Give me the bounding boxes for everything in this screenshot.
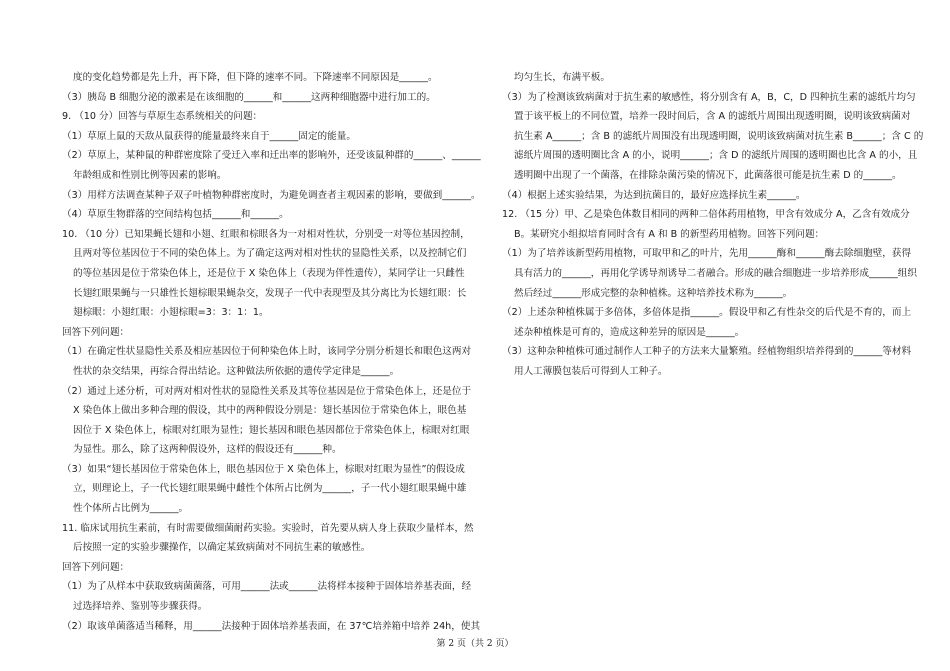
text-line: 过选择培养、鉴别等步骤获得。: [73, 601, 208, 613]
text-line: （1）草原上鼠的天敌从鼠获得的能量最终来自于______固定的能量。: [62, 130, 356, 142]
text-line: 用人工薄膜包装后可得到人工种子。: [514, 365, 668, 377]
text-line: （3）为了检测该致病菌对于抗生素的敏感性，将分别含有 A，B，C，D 四种抗生素的滤纸片均匀: [502, 91, 916, 103]
text-line: 置于该平板上的不同位置，培养一段时间后，含 A 的滤纸片周围出现透明圈，说明该致病菌对: [514, 111, 911, 123]
text-line: （4）草原生物群落的空间结构包括______和______。: [62, 209, 289, 221]
text-line: 9. （10 分）回答与草原生态系统相关的问题：: [62, 111, 263, 123]
text-line: （3）用样方法调查某种子双子叶植物种群密度时，为避免调查者主观因素的影响，要做到______。: [62, 189, 481, 201]
text-line: 年龄组成和性别比例等因素的影响。: [73, 169, 227, 181]
text-line: 具有活力的______，再用化学诱导剂诱导二者融合。形成的融合细胞进一步培养形成______组织: [514, 267, 917, 279]
text-line: 抗生素 A______；含 B 的滤纸片周围没有出现透明圈，说明该致病菌对抗生素 B______；含 C 的: [514, 130, 924, 142]
text-line: 滤纸片周围的透明圈比含 A 的小，说明______；含 D 的滤纸片周围的透明圈也比含 A 的小，且: [514, 150, 918, 162]
right-column: [502, 68, 928, 382]
page-footer: 第 2 页（共 2 页）: [436, 639, 514, 649]
text-line: 11. 临床试用抗生素前，有时需要做细菌耐药实验。实验时，首先要从病人身上获取少量样本，然: [62, 522, 474, 534]
text-line: 后按照一定的实验步骤操作，以确定某致病菌对不同抗生素的敏感性。: [73, 542, 371, 554]
text-line: 10. （10 分）已知果蝇长翅和小翅、红眼和棕眼各为一对相对性状，分别受一对等位基因控制，: [62, 228, 470, 240]
text-line: 且两对等位基因位于不同的染色体上。为了确定这两对相对性状的显隐性关系，以及控制它们: [73, 248, 467, 260]
text-line: 12. （15 分）甲、乙是染色体数目相同的两种二倍体药用植物，甲含有效成分 A，乙含有效成分: [502, 209, 910, 221]
text-line: 翅棕眼：小翅红眼：小翅棕眼=3：3：1：1。: [73, 307, 269, 319]
text-line: （2）草原上，某种鼠的种群密度除了受迁入率和迁出率的影响外，还受该鼠种群的______、______: [62, 150, 481, 162]
text-line: （1）为了从样本中获取致病菌菌落，可用______法或______法将样本接种于固体培养基表面，经: [62, 581, 472, 593]
text-line: 透明圈中出现了一个菌落，在排除杂菌污染的情况下，此菌落很可能是抗生素 D 的______。: [514, 169, 902, 181]
text-line: （4）根据上述实验结果，为达到抗菌目的，最好应选择抗生素______。: [502, 189, 806, 201]
left-column: [62, 68, 482, 636]
text-line: （2）上述杂种植株属于多倍体，多倍体是指______。假设甲和乙有性杂交的后代是不育的，而上: [502, 307, 912, 319]
text-line: X 染色体上做出多种合理的假设，其中的两种假设分别是：翅长基因位于常染色体上，眼色基: [73, 405, 467, 417]
text-line: 然后经过______形成完整的杂种植株。这种培养技术称为______。: [514, 287, 793, 299]
text-line: 性个体所占比例为______。: [73, 503, 189, 515]
text-line: 述杂种植株是可育的，造成这种差异的原因是______。: [514, 326, 745, 338]
text-line: 因位于 X 染色体上，棕眼对红眼为显性；翅长基因和眼色基因都位于常染色体上，棕眼对红眼: [73, 424, 470, 436]
text-line: 的等位基因是位于常染色体上，还是位于 X 染色体上（表现为伴性遗传），某同学让一只雌性: [73, 267, 465, 279]
text-line: （3）如果“翅长基因位于常染色体上，眼色基因位于 X 染色体上，棕眼对红眼为显性”的假设成: [62, 463, 465, 475]
text-line: B。某研究小组拟培育同时含有 A 和 B 的新型药用植物。回答下列问题：: [514, 228, 825, 240]
text-line: 立，则理论上，子一代长翅红眼果蝇中雌性个体所占比例为______，子一代小翅红眼果蝇中雄: [73, 483, 467, 495]
text-line: （1）为了培养该新型药用植物，可取甲和乙的叶片，先用______酶和______酶去除细胞壁，获得: [502, 248, 912, 260]
text-line: （3）胰岛 B 细胞分泌的激素是在该细胞的______和______这两种细胞器中进行加工的。: [62, 91, 436, 103]
text-line: （1）在确定性状显隐性关系及相应基因位于何种染色体上时，该同学分别分析翅长和眼色这两对: [62, 346, 472, 358]
text-line: 回答下列问题：: [62, 561, 130, 573]
text-line: 性状的杂交结果，再综合得出结论。这种做法所依据的遗传学定律是______。: [73, 365, 400, 377]
text-line: 为显性。那么，除了这两种假设外，这样的假设还有______种。: [73, 444, 342, 456]
text-line: （3）这种杂种植株可通过制作人工种子的方法来大量繁殖。经植物组织培养得到的______等材料: [502, 346, 912, 358]
text-line: 均匀生长，布满平板。: [514, 72, 610, 83]
text-line: 度的变化趋势都是先上升，再下降，但下降的速率不同。下降速率不同原因是______。: [73, 72, 438, 83]
text-line: （2）取该单菌落适当稀释，用______法接种于固体培养基表面，在 37℃培养箱中培养 24h，使其: [62, 620, 481, 632]
text-line: 回答下列问题：: [62, 326, 130, 338]
text-line: （2）通过上述分析，可对两对相对性状的显隐性关系及其等位基因是位于常染色体上，还是位于: [62, 385, 472, 397]
text-line: 长翅红眼果蝇与一只雄性长翅棕眼果蝇杂交，发现子一代中表现型及其分离比为长翅红眼：长: [73, 287, 467, 299]
